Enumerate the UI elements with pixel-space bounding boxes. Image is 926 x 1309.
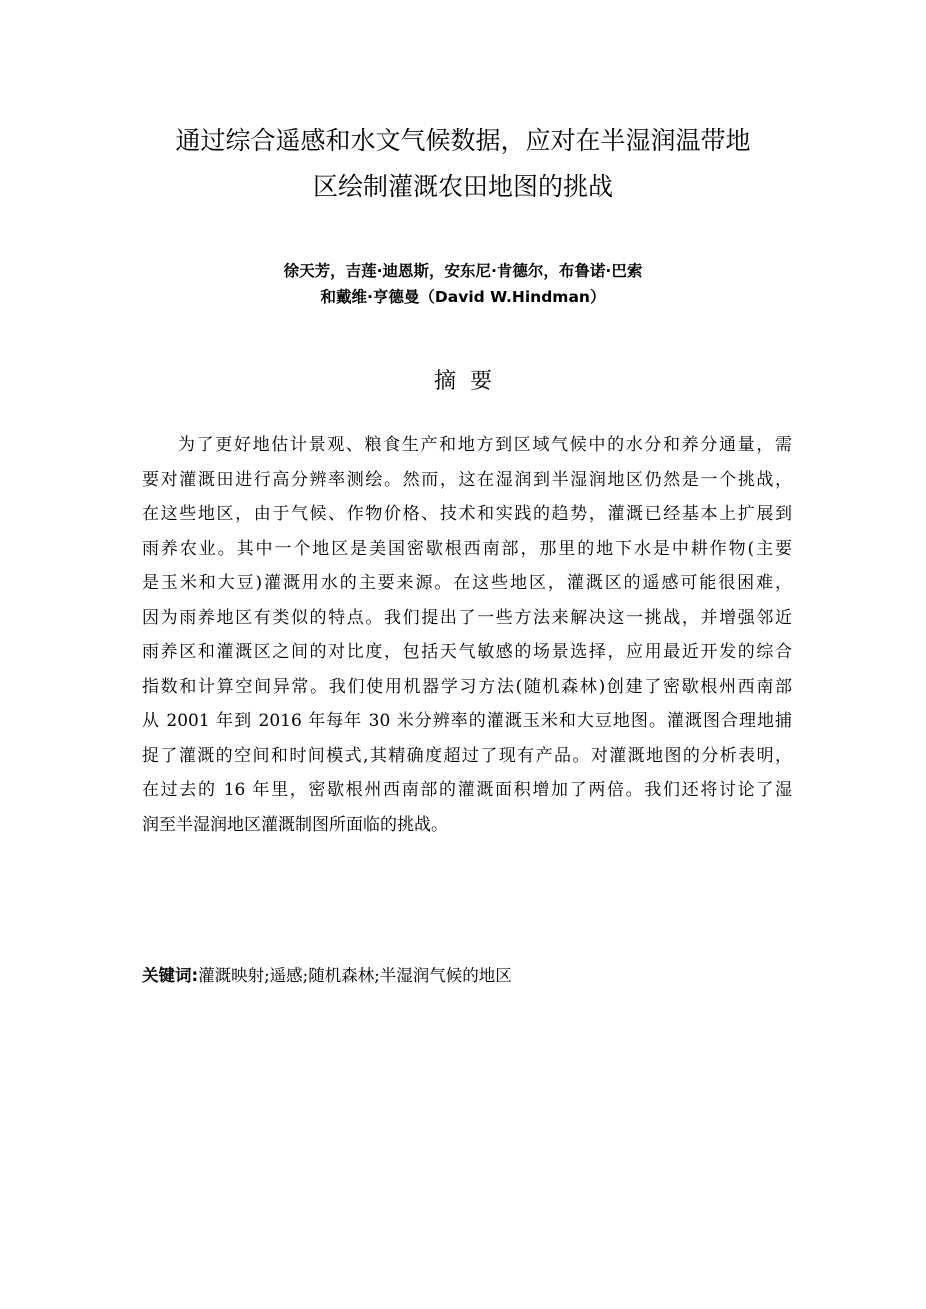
abstract-body [142, 428, 792, 842]
author-list [140, 258, 786, 310]
author-line: 徐天芳，吉莲·迪恩斯，安东尼·肯德尔，布鲁诺·巴索 [283, 262, 643, 280]
title-line: 区绘制灌溉农田地图的挑战 [312, 172, 613, 201]
abstract-line: 为了更好地估计景观、粮食生产和地方到区域气候中的水分和养分通量，需 [178, 435, 792, 455]
paper-title [120, 118, 806, 210]
abstract-line: 雨养区和灌溉区之间的对比度，包括天气敏感的场景选择，应用最近开发的综合 [142, 642, 792, 662]
abstract-line: 在这些地区，由于气候、作物价格、技术和实践的趋势，灌溉已经基本上扩展到 [142, 504, 792, 524]
abstract-line: 捉了灌溉的空间和时间模式,其精确度超过了现有产品。对灌溉地图的分析表明， [142, 745, 792, 766]
abstract-line: 因为雨养地区有类似的特点。我们提出了一些方法来解决这一挑战，并增强邻近 [142, 607, 792, 628]
abstract-heading-text: 摘 要 [434, 369, 492, 394]
abstract-line: 雨养农业。其中一个地区是美国密歇根西南部，那里的地下水是中耕作物(主要 [142, 538, 792, 559]
keywords-text: 灌溉映射;遥感;随机森林;半湿润气候的地区 [198, 966, 512, 985]
abstract-line: 要对灌溉田进行高分辨率测绘。然而，这在湿润到半湿润地区仍然是一个挑战， [142, 469, 792, 490]
author-line: 和戴维·亨德曼（David W.Hindman） [320, 288, 606, 306]
abstract-line: 在过去的 16 年里，密歇根州西南部的灌溉面积增加了两倍。我们还将讨论了湿 [142, 780, 792, 800]
abstract-line: 从 2001 年到 2016 年每年 30 米分辨率的灌溉玉米和大豆地图。灌溉图合理地捕 [142, 711, 792, 731]
abstract-line: 是玉米和大豆)灌溉用水的主要来源。在这些地区，灌溉区的遥感可能很困难， [142, 573, 792, 593]
title-line: 通过综合遥感和水文气候数据，应对在半湿润温带地 [175, 126, 751, 155]
abstract-heading [0, 364, 926, 395]
abstract-line: 润至半湿润地区灌溉制图所面临的挑战。 [142, 814, 448, 835]
keywords [142, 962, 512, 986]
abstract-line: 指数和计算空间异常。我们使用机器学习方法(随机森林)创建了密歇根州西南部 [142, 676, 792, 697]
keywords-label: 关键词: [142, 966, 199, 985]
